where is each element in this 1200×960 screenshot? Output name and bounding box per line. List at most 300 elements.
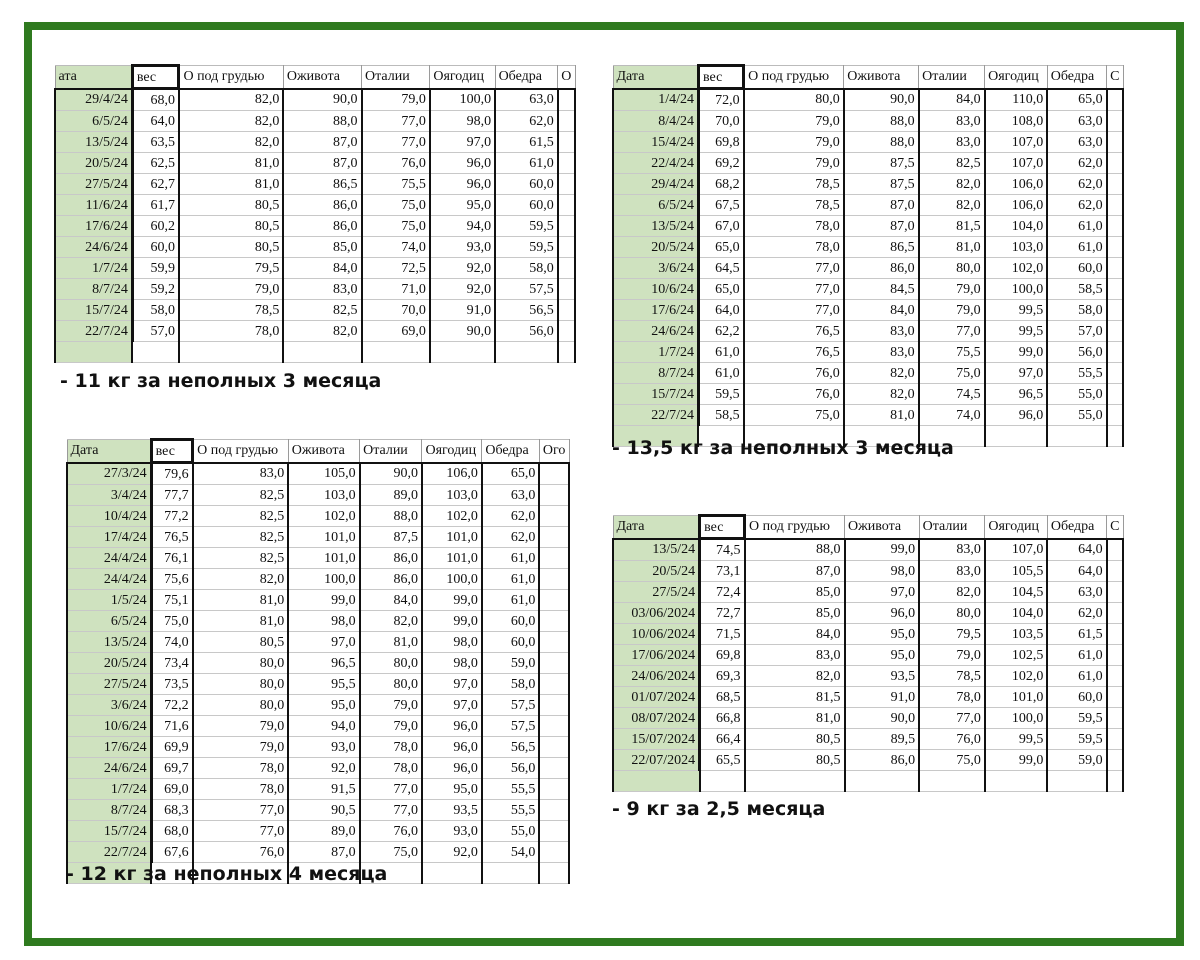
empty-cell: [1107, 582, 1123, 603]
value-cell: 83,0: [919, 111, 985, 132]
value-cell: 77,0: [362, 111, 430, 132]
value-cell: 97,0: [422, 674, 482, 695]
date-cell: 1/7/24: [67, 779, 151, 800]
table-row: [55, 89, 575, 111]
empty-cell: [539, 653, 569, 674]
date-cell: 17/6/24: [67, 737, 151, 758]
value-cell: 98,0: [422, 632, 482, 653]
date-cell: 6/5/24: [55, 111, 132, 132]
value-cell: 62,0: [1047, 195, 1106, 216]
value-cell: 100,0: [985, 708, 1048, 729]
header-row: [55, 66, 575, 89]
empty-cell: [1107, 216, 1123, 237]
empty-cell: [1107, 384, 1123, 405]
value-cell: 79,0: [744, 153, 844, 174]
value-cell: 62,0: [1047, 603, 1106, 624]
value-cell: 74,5: [700, 539, 745, 561]
table-row: [67, 716, 569, 737]
empty-cell: [558, 342, 575, 363]
empty-cell: [1047, 426, 1106, 447]
value-cell: 61,5: [495, 132, 558, 153]
empty-cell: [539, 716, 569, 737]
table-row: [613, 645, 1123, 666]
date-cell: 10/4/24: [67, 506, 151, 527]
value-cell: 86,5: [283, 174, 361, 195]
value-cell: 101,0: [422, 548, 482, 569]
value-cell: 110,0: [985, 89, 1048, 111]
date-cell: 03/06/2024: [613, 603, 700, 624]
date-cell: 10/06/2024: [613, 624, 700, 645]
value-cell: 108,0: [985, 111, 1048, 132]
value-cell: 77,0: [362, 132, 430, 153]
value-cell: 90,0: [360, 463, 422, 485]
value-cell: 78,0: [360, 737, 422, 758]
value-cell: 81,0: [919, 237, 985, 258]
value-cell: 74,0: [362, 237, 430, 258]
empty-cell: [1107, 300, 1123, 321]
column-header: Обедра: [482, 440, 540, 463]
value-cell: 83,0: [844, 342, 919, 363]
value-cell: 101,0: [288, 548, 359, 569]
value-cell: 82,0: [745, 666, 845, 687]
value-cell: 82,0: [179, 132, 283, 153]
empty-cell: [179, 342, 283, 363]
column-header: Оживота: [283, 66, 361, 89]
value-cell: 69,7: [151, 758, 193, 779]
measurements-table-3: [66, 438, 570, 884]
value-cell: 64,0: [1047, 561, 1106, 582]
value-cell: 69,8: [698, 132, 743, 153]
column-header: Дата: [67, 440, 151, 463]
value-cell: 82,0: [919, 582, 985, 603]
column-header: Обедра: [495, 66, 558, 89]
value-cell: 100,0: [288, 569, 359, 590]
value-cell: 106,0: [985, 174, 1048, 195]
empty-cell: [985, 426, 1048, 447]
value-cell: 58,0: [482, 674, 540, 695]
table-row: [613, 321, 1123, 342]
value-cell: 77,0: [919, 708, 985, 729]
column-header: ата: [55, 66, 132, 89]
value-cell: 84,5: [844, 279, 919, 300]
value-cell: 81,0: [179, 153, 283, 174]
value-cell: 82,0: [179, 111, 283, 132]
value-cell: 64,5: [698, 258, 743, 279]
date-cell: 6/5/24: [613, 195, 698, 216]
value-cell: 76,0: [744, 363, 844, 384]
value-cell: 81,5: [919, 216, 985, 237]
value-cell: 71,0: [362, 279, 430, 300]
value-cell: 103,0: [985, 237, 1048, 258]
table-row: [613, 258, 1123, 279]
empty-cell: [1107, 195, 1123, 216]
value-cell: 82,5: [193, 506, 289, 527]
value-cell: 99,5: [985, 321, 1048, 342]
empty-cell: [1107, 321, 1123, 342]
value-cell: 60,0: [1047, 687, 1106, 708]
empty-cell: [539, 548, 569, 569]
empty-cell: [558, 89, 575, 111]
value-cell: 76,5: [744, 342, 844, 363]
value-cell: 57,0: [1047, 321, 1106, 342]
empty-cell: [558, 132, 575, 153]
date-cell: 15/4/24: [613, 132, 698, 153]
value-cell: 96,0: [430, 174, 495, 195]
value-cell: 99,0: [985, 342, 1048, 363]
empty-cell: [745, 771, 845, 792]
value-cell: 81,5: [745, 687, 845, 708]
empty-cell: [558, 153, 575, 174]
value-cell: 78,5: [744, 174, 844, 195]
table-row: [613, 384, 1123, 405]
table-row: [55, 216, 575, 237]
empty-cell: [1107, 624, 1123, 645]
value-cell: 76,1: [151, 548, 193, 569]
value-cell: 80,0: [919, 603, 985, 624]
value-cell: 60,0: [482, 632, 540, 653]
column-header: Оталии: [360, 440, 422, 463]
value-cell: 91,0: [430, 300, 495, 321]
caption-3: - 12 кг за неполных 4 месяца: [66, 863, 388, 885]
value-cell: 78,0: [360, 758, 422, 779]
column-header: вес: [132, 66, 179, 89]
value-cell: 80,0: [193, 695, 289, 716]
value-cell: 106,0: [422, 463, 482, 485]
column-header: О под грудью: [745, 516, 845, 539]
value-cell: 62,0: [482, 506, 540, 527]
value-cell: 91,5: [288, 779, 359, 800]
date-cell: 13/5/24: [55, 132, 132, 153]
value-cell: 75,0: [919, 750, 985, 771]
date-cell: 24/06/2024: [613, 666, 700, 687]
table-row: [67, 800, 569, 821]
value-cell: 75,0: [362, 195, 430, 216]
value-cell: 73,1: [700, 561, 745, 582]
column-header: Дата: [613, 516, 700, 539]
value-cell: 82,0: [919, 195, 985, 216]
value-cell: 76,0: [919, 729, 985, 750]
value-cell: 83,0: [919, 132, 985, 153]
value-cell: 61,0: [495, 153, 558, 174]
value-cell: 81,0: [193, 590, 289, 611]
table-row: [67, 611, 569, 632]
value-cell: 82,5: [193, 548, 289, 569]
column-header: С: [1107, 66, 1123, 89]
date-cell: 15/07/2024: [613, 729, 700, 750]
table-row: [55, 279, 575, 300]
table-row: [67, 485, 569, 506]
table-row: [67, 674, 569, 695]
value-cell: 55,0: [1047, 405, 1106, 426]
value-cell: 87,5: [360, 527, 422, 548]
table-row: [67, 590, 569, 611]
value-cell: 61,0: [1047, 216, 1106, 237]
value-cell: 65,0: [698, 237, 743, 258]
value-cell: 78,0: [744, 237, 844, 258]
column-header: Оживота: [844, 66, 919, 89]
value-cell: 80,5: [179, 237, 283, 258]
date-cell: 1/5/24: [67, 590, 151, 611]
date-cell: 22/4/24: [613, 153, 698, 174]
date-cell: 3/4/24: [67, 485, 151, 506]
empty-cell: [1107, 363, 1123, 384]
value-cell: 56,5: [482, 737, 540, 758]
table-row: [613, 195, 1123, 216]
value-cell: 82,0: [844, 384, 919, 405]
value-cell: 98,0: [845, 561, 920, 582]
value-cell: 74,0: [919, 405, 985, 426]
date-cell: 24/6/24: [67, 758, 151, 779]
date-cell: 1/7/24: [55, 258, 132, 279]
measurements-table-1: [54, 64, 576, 363]
value-cell: 58,0: [132, 300, 179, 321]
value-cell: 80,5: [179, 216, 283, 237]
value-cell: 99,0: [288, 590, 359, 611]
value-cell: 93,0: [288, 737, 359, 758]
value-cell: 94,0: [430, 216, 495, 237]
value-cell: 96,5: [288, 653, 359, 674]
value-cell: 71,6: [151, 716, 193, 737]
table-row: [67, 632, 569, 653]
value-cell: 83,0: [919, 539, 985, 561]
table-row: [613, 300, 1123, 321]
value-cell: 97,0: [985, 363, 1048, 384]
empty-cell: [55, 342, 132, 363]
empty-cell: [539, 569, 569, 590]
table-row: [67, 569, 569, 590]
value-cell: 69,3: [700, 666, 745, 687]
value-cell: 63,0: [1047, 132, 1106, 153]
table-1: [58, 64, 576, 350]
table-row: [613, 111, 1123, 132]
date-cell: 22/7/24: [67, 842, 151, 863]
empty-cell: [1107, 132, 1123, 153]
date-cell: 22/7/24: [613, 405, 698, 426]
value-cell: 63,0: [495, 89, 558, 111]
date-cell: 20/5/24: [67, 653, 151, 674]
value-cell: 89,5: [845, 729, 920, 750]
empty-cell: [539, 821, 569, 842]
measurements-table-4: [612, 514, 1124, 792]
value-cell: 55,0: [482, 821, 540, 842]
value-cell: 101,0: [422, 527, 482, 548]
value-cell: 102,0: [985, 666, 1048, 687]
date-cell: 1/7/24: [613, 342, 698, 363]
date-cell: 3/6/24: [67, 695, 151, 716]
value-cell: 56,0: [1047, 342, 1106, 363]
value-cell: 78,0: [193, 779, 289, 800]
table-row: [613, 561, 1123, 582]
value-cell: 91,0: [845, 687, 920, 708]
value-cell: 86,5: [844, 237, 919, 258]
value-cell: 103,0: [288, 485, 359, 506]
column-header: Ого: [539, 440, 569, 463]
value-cell: 59,5: [495, 216, 558, 237]
value-cell: 90,0: [844, 89, 919, 111]
value-cell: 68,0: [151, 821, 193, 842]
value-cell: 87,5: [844, 174, 919, 195]
value-cell: 83,0: [745, 645, 845, 666]
value-cell: 82,5: [193, 485, 289, 506]
value-cell: 82,0: [919, 174, 985, 195]
value-cell: 84,0: [745, 624, 845, 645]
value-cell: 107,0: [985, 132, 1048, 153]
table-row: [613, 729, 1123, 750]
value-cell: 55,5: [482, 779, 540, 800]
table-row: [613, 279, 1123, 300]
value-cell: 64,0: [1047, 539, 1106, 561]
value-cell: 58,0: [1047, 300, 1106, 321]
value-cell: 85,0: [283, 237, 361, 258]
value-cell: 95,0: [288, 695, 359, 716]
value-cell: 79,6: [151, 463, 193, 485]
value-cell: 80,5: [745, 750, 845, 771]
value-cell: 80,5: [745, 729, 845, 750]
value-cell: 90,0: [845, 708, 920, 729]
table-row: [67, 653, 569, 674]
empty-cell: [1107, 561, 1123, 582]
value-cell: 55,0: [1047, 384, 1106, 405]
value-cell: 81,0: [745, 708, 845, 729]
value-cell: 73,5: [151, 674, 193, 695]
value-cell: 61,0: [698, 363, 743, 384]
value-cell: 87,0: [283, 132, 361, 153]
column-header: Оталии: [919, 66, 985, 89]
value-cell: 96,0: [422, 758, 482, 779]
value-cell: 78,0: [919, 687, 985, 708]
date-cell: 10/6/24: [67, 716, 151, 737]
date-cell: 27/3/24: [67, 463, 151, 485]
date-cell: 22/7/24: [55, 321, 132, 342]
value-cell: 59,5: [1047, 729, 1106, 750]
empty-cell: [558, 195, 575, 216]
empty-cell: [539, 463, 569, 485]
value-cell: 107,0: [985, 539, 1048, 561]
caption-1: - 11 кг за неполных 3 месяца: [60, 370, 382, 392]
value-cell: 69,0: [362, 321, 430, 342]
column-header: Оягодиц: [985, 66, 1048, 89]
date-cell: 20/5/24: [613, 237, 698, 258]
value-cell: 105,0: [288, 463, 359, 485]
date-cell: 8/7/24: [67, 800, 151, 821]
date-cell: 24/6/24: [613, 321, 698, 342]
value-cell: 81,0: [179, 174, 283, 195]
value-cell: 66,8: [700, 708, 745, 729]
empty-cell: [1107, 771, 1123, 792]
value-cell: 95,0: [422, 779, 482, 800]
value-cell: 62,0: [1047, 153, 1106, 174]
table-row: [55, 195, 575, 216]
value-cell: 65,5: [700, 750, 745, 771]
date-cell: 17/4/24: [67, 527, 151, 548]
value-cell: 69,8: [700, 645, 745, 666]
column-header: С: [1107, 516, 1123, 539]
table-row: [67, 779, 569, 800]
date-cell: 8/7/24: [55, 279, 132, 300]
value-cell: 78,0: [744, 216, 844, 237]
date-cell: 10/6/24: [613, 279, 698, 300]
value-cell: 87,0: [745, 561, 845, 582]
empty-cell: [539, 590, 569, 611]
value-cell: 56,5: [495, 300, 558, 321]
empty-cell: [539, 674, 569, 695]
value-cell: 100,0: [422, 569, 482, 590]
value-cell: 99,5: [985, 729, 1048, 750]
value-cell: 68,5: [700, 687, 745, 708]
empty-cell: [539, 527, 569, 548]
value-cell: 73,4: [151, 653, 193, 674]
column-header: вес: [151, 440, 193, 463]
value-cell: 76,5: [744, 321, 844, 342]
column-header: Оталии: [362, 66, 430, 89]
empty-cell: [539, 863, 569, 884]
column-header: О под грудью: [179, 66, 283, 89]
empty-cell: [539, 632, 569, 653]
empty-cell: [1107, 603, 1123, 624]
value-cell: 74,0: [151, 632, 193, 653]
value-cell: 63,5: [132, 132, 179, 153]
value-cell: 90,0: [283, 89, 361, 111]
empty-cell: [558, 111, 575, 132]
value-cell: 69,9: [151, 737, 193, 758]
date-cell: 20/5/24: [55, 153, 132, 174]
value-cell: 77,0: [919, 321, 985, 342]
value-cell: 88,0: [360, 506, 422, 527]
empty-cell: [1107, 750, 1123, 771]
value-cell: 76,0: [362, 153, 430, 174]
value-cell: 57,0: [132, 321, 179, 342]
value-cell: 61,0: [1047, 237, 1106, 258]
empty-cell: [539, 800, 569, 821]
date-cell: 20/5/24: [613, 561, 700, 582]
table-row: [67, 695, 569, 716]
column-header: вес: [700, 516, 745, 539]
value-cell: 80,0: [360, 653, 422, 674]
empty-cell: [283, 342, 361, 363]
value-cell: 98,0: [422, 653, 482, 674]
value-cell: 75,1: [151, 590, 193, 611]
empty-cell: [1107, 111, 1123, 132]
empty-cell: [700, 771, 745, 792]
value-cell: 82,5: [919, 153, 985, 174]
table-4: [612, 514, 1124, 772]
empty-cell: [539, 506, 569, 527]
value-cell: 64,0: [132, 111, 179, 132]
empty-cell: [1107, 645, 1123, 666]
value-cell: 89,0: [288, 821, 359, 842]
header-row: [613, 516, 1123, 539]
value-cell: 96,5: [985, 384, 1048, 405]
date-cell: 8/4/24: [613, 111, 698, 132]
table-row: [55, 174, 575, 195]
date-cell: 13/5/24: [613, 216, 698, 237]
table-row: [613, 363, 1123, 384]
value-cell: 86,0: [844, 258, 919, 279]
value-cell: 99,0: [985, 750, 1048, 771]
value-cell: 102,0: [985, 258, 1048, 279]
value-cell: 62,0: [495, 111, 558, 132]
table-row: [613, 666, 1123, 687]
value-cell: 83,0: [844, 321, 919, 342]
value-cell: 102,5: [985, 645, 1048, 666]
value-cell: 76,0: [193, 842, 289, 863]
value-cell: 98,0: [288, 611, 359, 632]
value-cell: 80,0: [360, 674, 422, 695]
value-cell: 81,0: [360, 632, 422, 653]
value-cell: 56,0: [495, 321, 558, 342]
empty-cell: [613, 771, 700, 792]
value-cell: 99,5: [985, 300, 1048, 321]
